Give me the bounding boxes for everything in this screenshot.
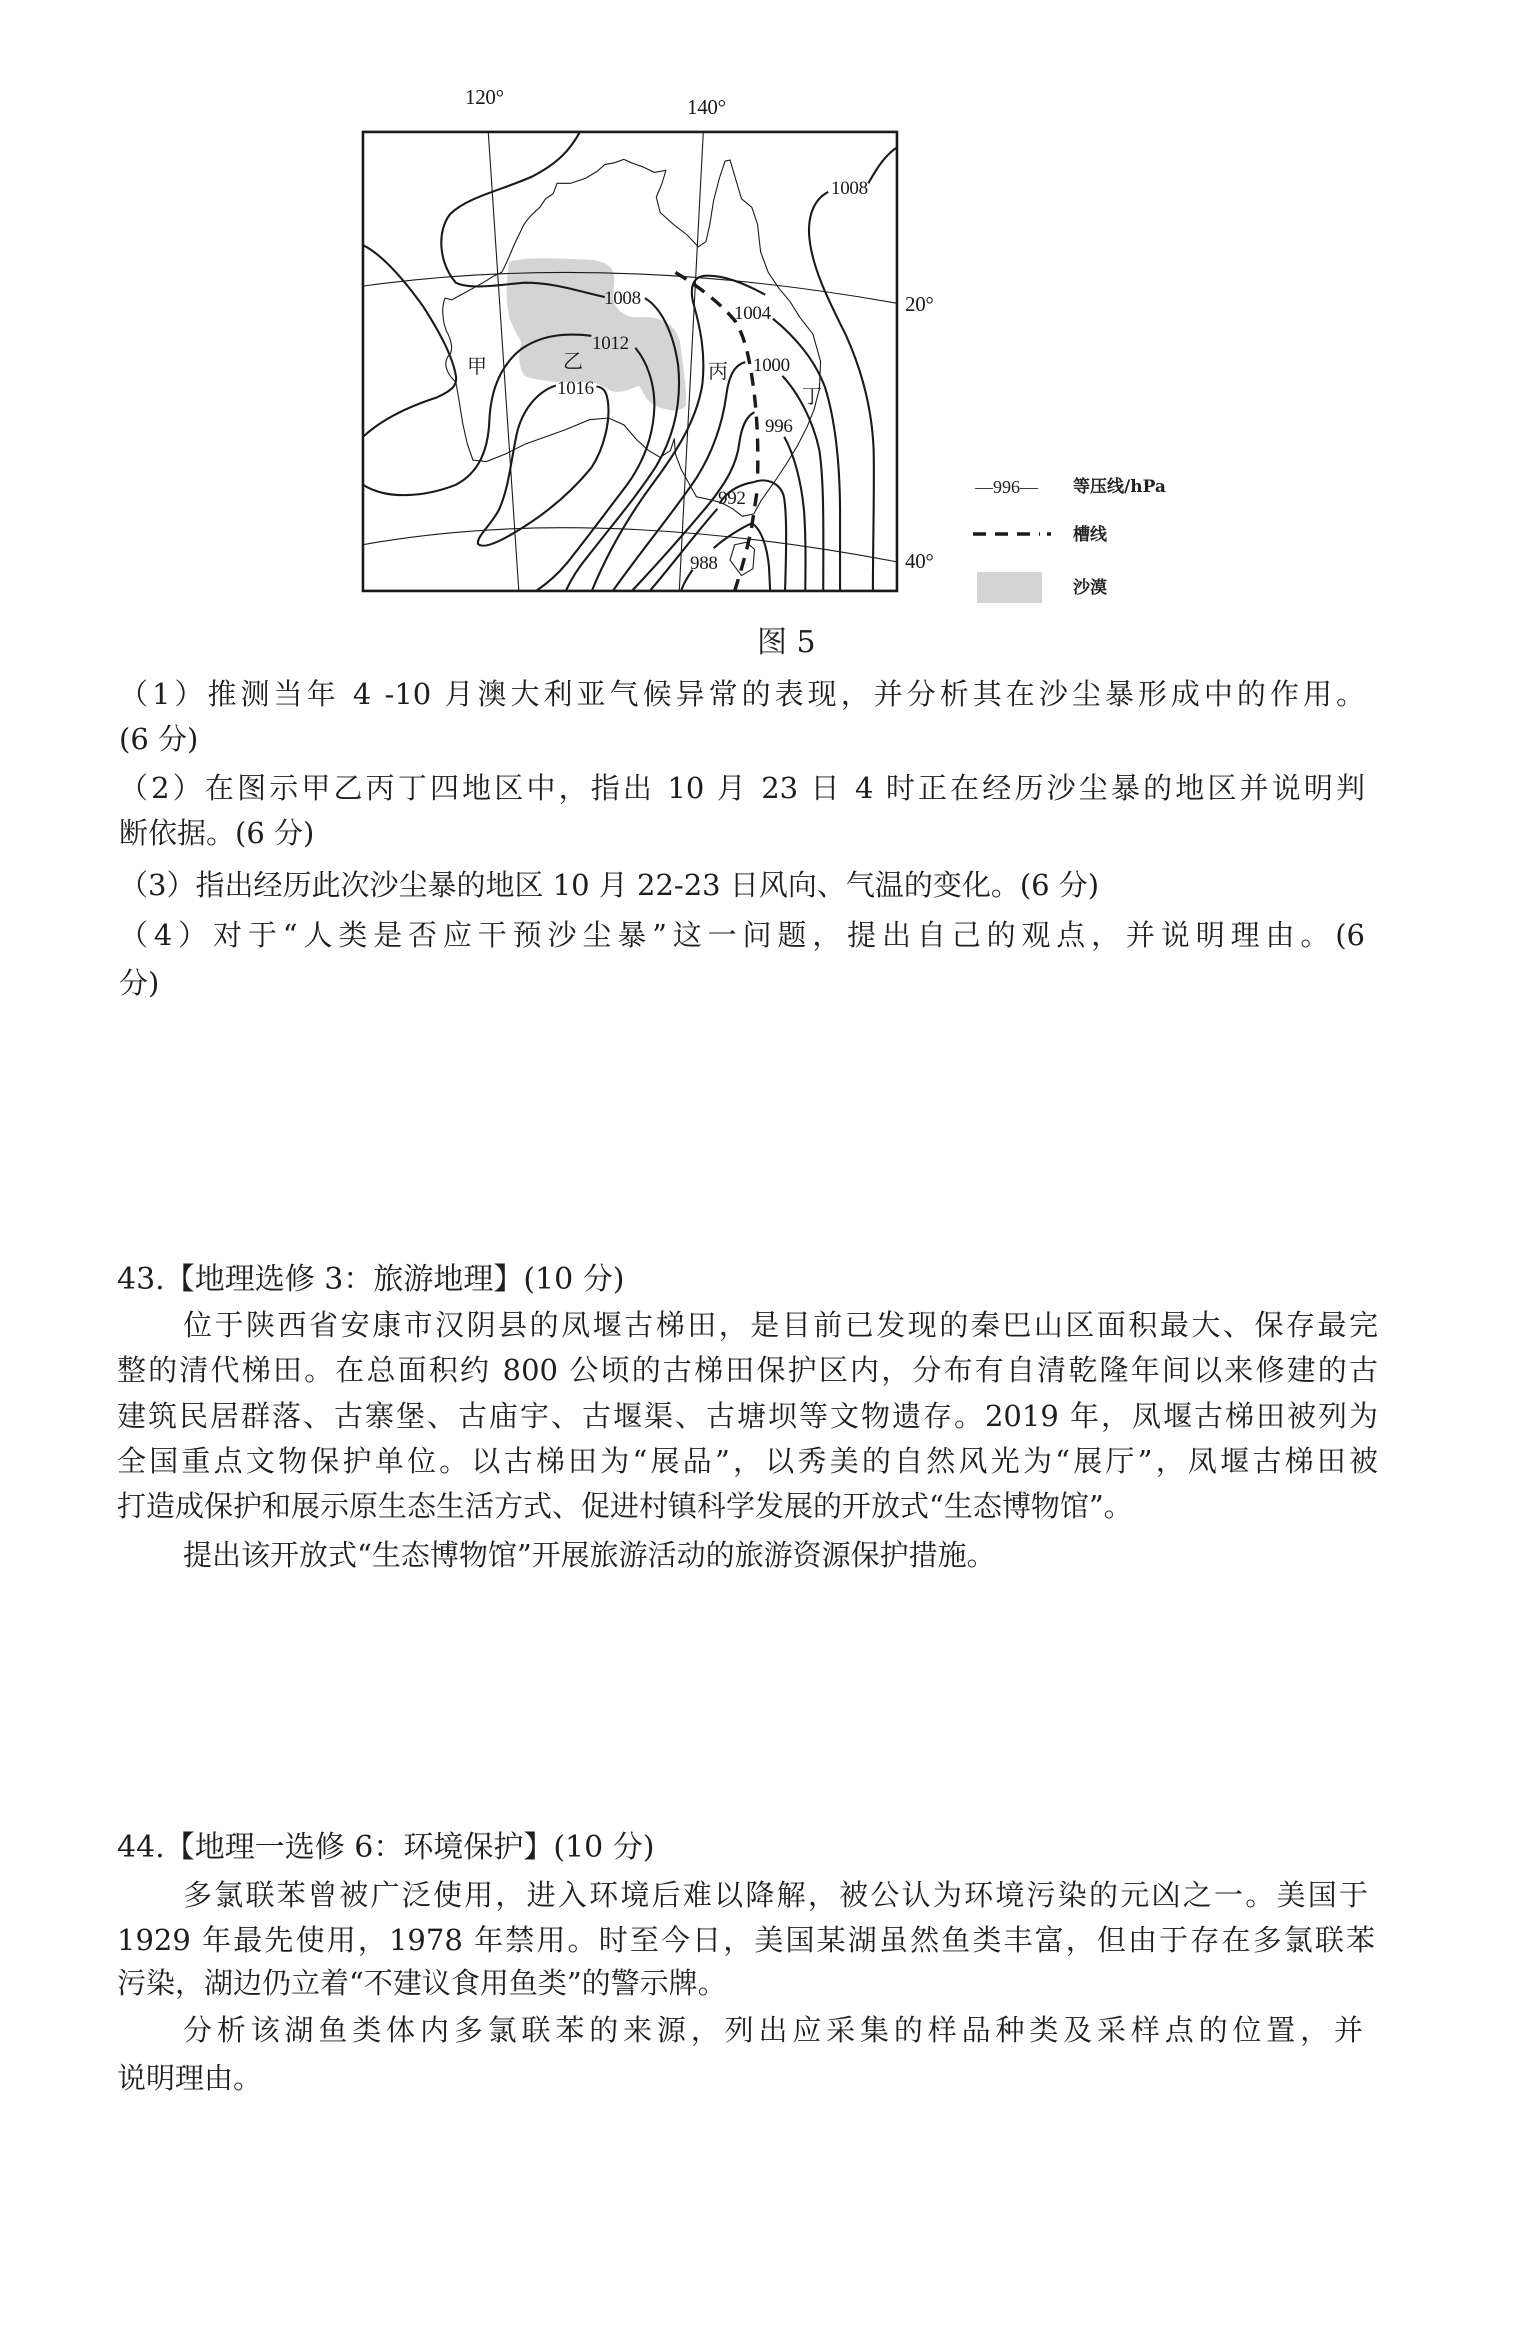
parallel-40-line	[363, 528, 897, 562]
isobar-label-1008-ne: 1008	[831, 178, 868, 199]
isobar-996-east	[784, 437, 805, 591]
paragraph-line: 污染，湖边仍立着“不建议食用鱼类”的警示牌。	[117, 1966, 727, 2000]
isobar-label-992: 992	[718, 488, 746, 509]
isobar-1000-east	[782, 376, 823, 591]
latitude-label-20: 20°	[905, 292, 934, 316]
isobar-988-east	[752, 523, 770, 591]
region-label-yi: 乙	[563, 349, 583, 373]
question-line: 分)	[119, 966, 160, 1000]
question-line: （2）在图示甲乙丙丁四地区中，指出 10 月 23 日 4 时正在经历沙尘暴的地区并说明判	[119, 771, 1365, 805]
tasmania-coastline	[730, 542, 754, 575]
paragraph-line: 多氯联苯曾被广泛使用，进入环境后难以降解，被公认为环境污染的元凶之一。美国于	[183, 1878, 1368, 1912]
question-line: （4）对于“人类是否应干预沙尘暴”这一问题，提出自己的观点，并说明理由。(6	[119, 918, 1365, 952]
isobar-label-1016: 1016	[557, 378, 594, 399]
question-line: （1）推测当年 4 -10 月澳大利亚气候异常的表现，并分析其在沙尘暴形成中的作用。	[119, 677, 1365, 711]
isobar-label-1004: 1004	[734, 303, 771, 324]
paragraph-line: 1929 年最先使用，1978 年禁用。时至今日，美国某湖虽然鱼类丰富，但由于存在多氯联苯	[117, 1923, 1375, 1957]
latitude-label-40: 40°	[905, 549, 934, 573]
region-label-jia: 甲	[467, 354, 487, 378]
legend-isobar-label: 等压线/hPa	[1073, 477, 1166, 497]
question-43-title: 43.【地理选修 3：旅游地理】(10 分)	[117, 1262, 625, 1297]
paragraph-line: 打造成保护和展示原生态生活方式、促进村镇科学发展的开放式“生态博物馆”。	[117, 1489, 1133, 1523]
legend-desert-swatch	[977, 572, 1042, 603]
region-label-bing: 丙	[708, 359, 728, 383]
question-line: 断依据。(6 分)	[119, 816, 315, 850]
legend-desert-label: 沙漠	[1073, 578, 1107, 598]
meridian-120-line	[488, 132, 519, 591]
isobar-label-1008-center: 1008	[604, 288, 641, 309]
meridian-140-line	[679, 132, 703, 591]
question-44-title: 44.【地理一选修 6：环境保护】(10 分)	[117, 1830, 655, 1865]
paragraph-line: 位于陕西省安康市汉阴县的凤堰古梯田，是目前已发现的秦巴山区面积最大、保存最完	[183, 1308, 1378, 1342]
task-line: 说明理由。	[117, 2061, 263, 2095]
isobar-label-996: 996	[765, 416, 793, 437]
isobar-1016	[478, 385, 609, 545]
task-line: 分析该湖鱼类体内多氯联苯的来源，列出应采集的样品种类及采样点的位置，并	[183, 2013, 1363, 2047]
paragraph-line: 全国重点文物保护单位。以古梯田为“展品”，以秀美的自然风光为“展厅”，凤堰古梯田被	[117, 1444, 1378, 1478]
longitude-label-120: 120°	[465, 85, 504, 109]
question-line: （3）指出经历此次沙尘暴的地区 10 月 22-23 日风向、气温的变化。(6 分)	[119, 868, 1100, 902]
paragraph-line: 建筑民居群落、古寨堡、古庙宇、古堰渠、古塘坝等文物遗存。2019 年，凤堰古梯田被列为	[117, 1399, 1378, 1433]
region-label-ding: 丁	[802, 384, 822, 408]
task-line: 提出该开放式“生态博物馆”开展旅游活动的旅游资源保护措施。	[183, 1538, 996, 1572]
question-line: (6 分)	[119, 722, 199, 756]
legend-trough-label: 槽线	[1073, 525, 1107, 545]
isobar-label-988: 988	[690, 553, 718, 574]
legend-isobar-symbol: —996—	[975, 477, 1038, 497]
isobar-label-1000: 1000	[753, 355, 790, 376]
paragraph-line: 整的清代梯田。在总面积约 800 公顷的古梯田保护区内，分布有自清乾隆年间以来修建的古	[117, 1353, 1378, 1387]
longitude-label-140: 140°	[687, 95, 726, 119]
isobar-west-coast	[363, 245, 456, 437]
isobar-label-1012: 1012	[592, 333, 629, 354]
figure-caption: 图 5	[757, 625, 816, 660]
